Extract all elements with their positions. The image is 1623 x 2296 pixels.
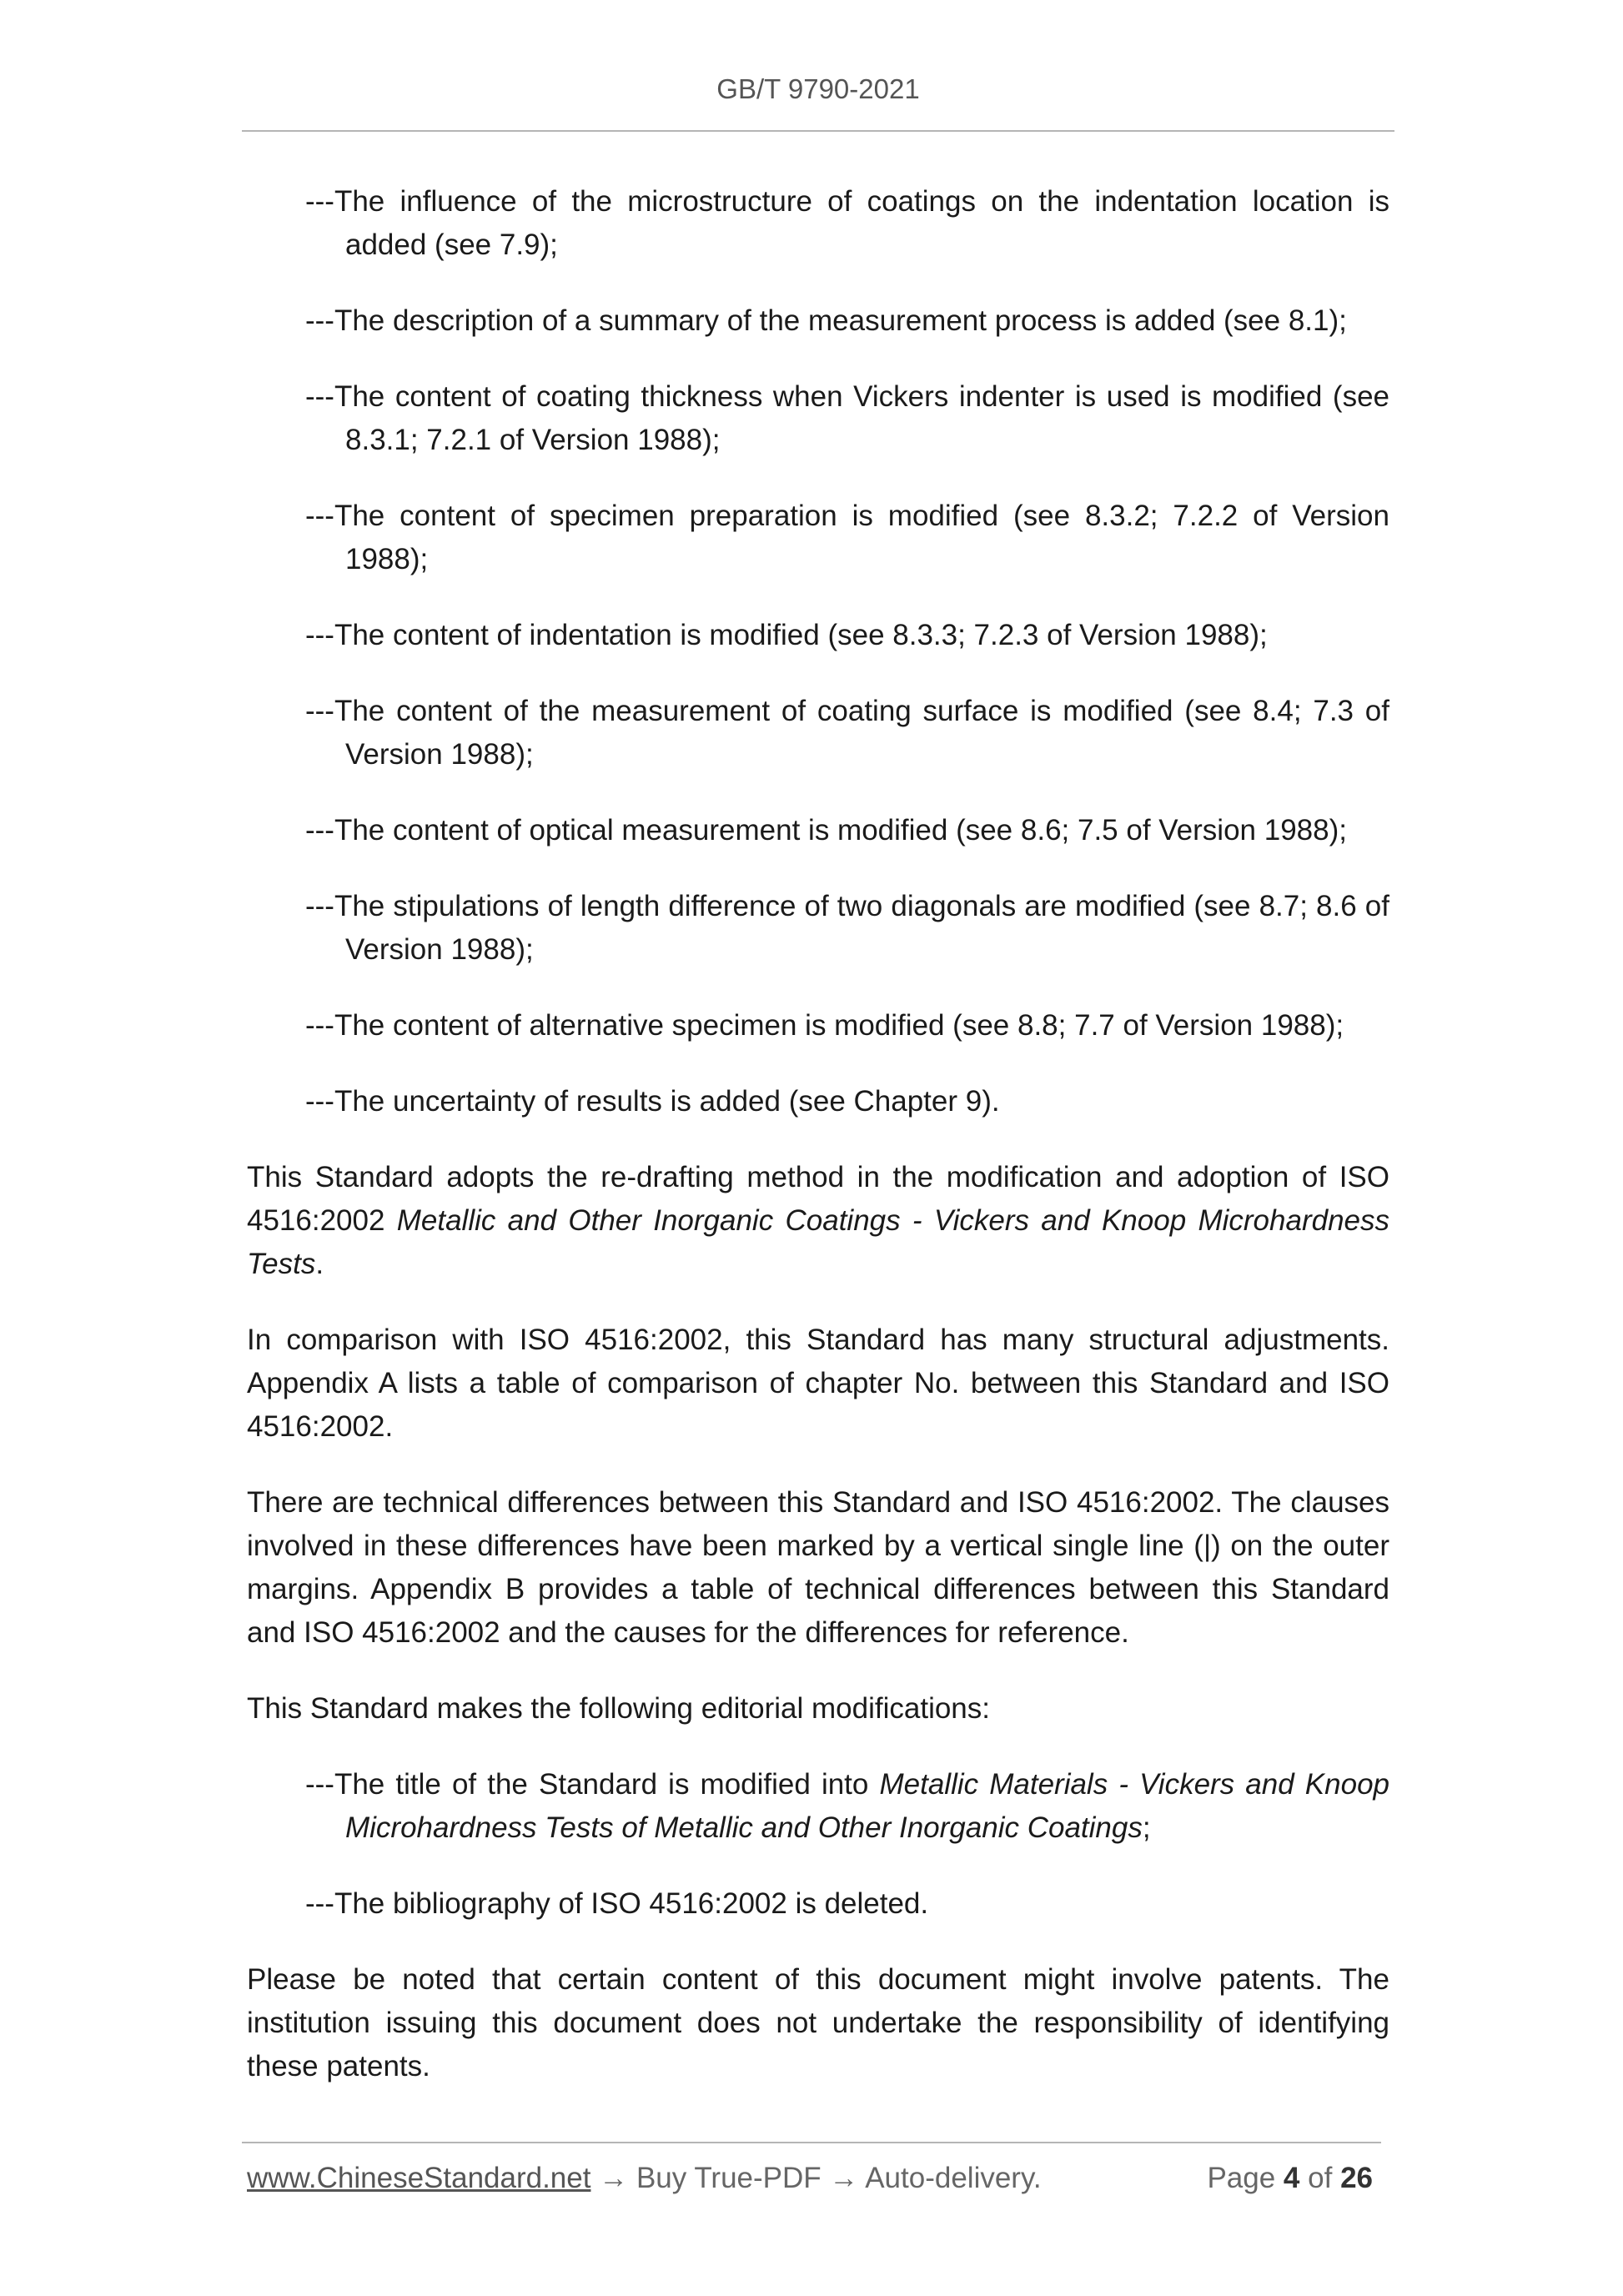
standard-title: Metallic Materials - Vickers and Knoop Microhardness Tests of Metallic and Other Inorganic Coatings bbox=[345, 1768, 1389, 1844]
editorial-paragraph: This Standard makes the following editorial modifications: bbox=[247, 1692, 990, 1725]
change-item: ---The uncertainty of results is added (see Chapter 9). bbox=[305, 1085, 1000, 1118]
page-number: 4 bbox=[1283, 2162, 1300, 2194]
adoption-paragraph bbox=[247, 1156, 1389, 1286]
change-item: ---The description of a summary of the measurement process is added (see 8.1); bbox=[305, 304, 1347, 337]
change-item: ---The stipulations of length difference of two diagonals are modified (see 8.7; 8.6 of Version 1988); bbox=[305, 890, 1389, 966]
document-code-header: GB/T 9790-2021 bbox=[716, 73, 920, 104]
adoption-end: . bbox=[315, 1248, 324, 1280]
editorial-item-text: ---The title of the Standard is modified into bbox=[305, 1768, 880, 1801]
page-label: Page bbox=[1207, 2162, 1276, 2194]
arrow-right-icon: → bbox=[829, 2162, 859, 2194]
change-item: ---The influence of the microstructure of coatings on the indentation location is added (see 7.9); bbox=[305, 185, 1389, 261]
buy-pdf-text: Buy True-PDF bbox=[636, 2162, 822, 2194]
change-item: ---The content of indentation is modified (see 8.3.3; 7.2.3 of Version 1988); bbox=[305, 619, 1268, 651]
comparison-paragraph: In comparison with ISO 4516:2002, this Standard has many structural adjustments. Appendix A lists a table of comparison of chapter No. between this Standard and ISO 4516:2002. bbox=[247, 1324, 1389, 1443]
header-divider bbox=[242, 130, 1394, 132]
total-pages: 26 bbox=[1340, 2162, 1373, 2194]
arrow-right-icon: → bbox=[599, 2162, 629, 2194]
change-item: ---The content of alternative specimen is modified (see 8.8; 7.7 of Version 1988); bbox=[305, 1009, 1344, 1042]
technical-differences-paragraph: There are technical differences between this Standard and ISO 4516:2002. The clauses involved in these differences have been marked by a vertical single line (|) on the outer margins. Appendix B provides a table of technical differences between this Standard and ISO 4516:2002 and the causes for the differences for reference. bbox=[247, 1486, 1389, 1649]
delivery-text: Auto-delivery. bbox=[865, 2162, 1042, 2194]
change-item: ---The content of coating thickness when Vickers indenter is used is modified (see 8.3.1; 7.2.1 of Version 1988); bbox=[305, 380, 1389, 456]
of-label: of bbox=[1308, 2162, 1333, 2194]
footer-divider bbox=[242, 2142, 1381, 2143]
iso-title: Metallic and Other Inorganic Coatings - Vickers and Knoop Microhardness Tests bbox=[247, 1204, 1390, 1280]
editorial-item bbox=[247, 1763, 1389, 1850]
change-item: ---The content of optical measurement is modified (see 8.6; 7.5 of Version 1988); bbox=[305, 814, 1347, 847]
patents-paragraph: Please be noted that certain content of this document might involve patents. The institution issuing this document does not undertake the responsibility of identifying these patents. bbox=[247, 1963, 1389, 2082]
editorial-item-end: ; bbox=[1142, 1811, 1151, 1844]
editorial-item: ---The bibliography of ISO 4516:2002 is deleted. bbox=[305, 1887, 929, 1920]
adoption-text: This Standard adopts the re-drafting method in the modification and adoption of ISO 4516:2002 bbox=[247, 1161, 1389, 1237]
page-footer bbox=[247, 2162, 1381, 2195]
page-body bbox=[247, 180, 1389, 2121]
page-indicator bbox=[1207, 2162, 1373, 2195]
website-link[interactable]: www.ChineseStandard.net bbox=[247, 2162, 591, 2194]
change-item: ---The content of specimen preparation is modified (see 8.3.2; 7.2.2 of Version 1988); bbox=[305, 500, 1389, 575]
change-item: ---The content of the measurement of coating surface is modified (see 8.4; 7.3 of Version 1988); bbox=[305, 695, 1389, 771]
